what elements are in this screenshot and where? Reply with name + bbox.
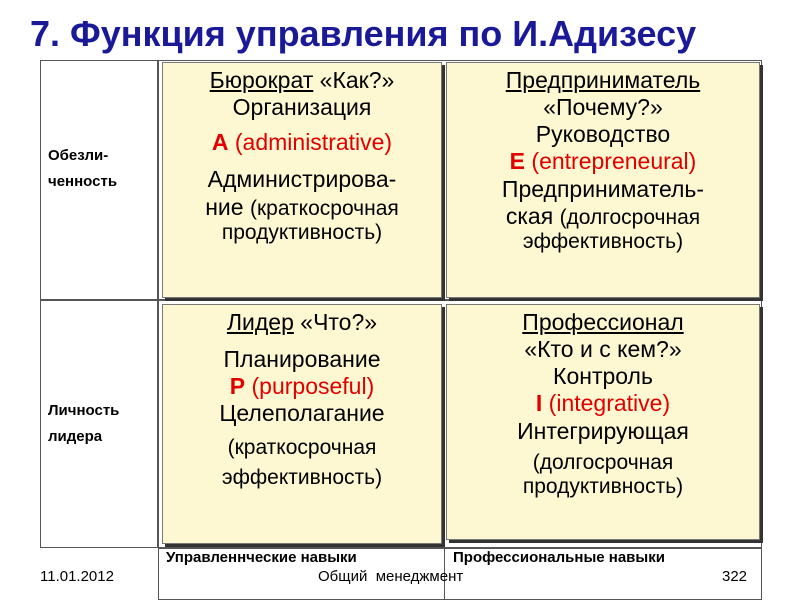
row-label-impersonality — [48, 143, 117, 195]
description-line: Интегрирующая — [517, 417, 689, 444]
description-line: Администрирова- — [207, 166, 397, 193]
footer-date: 11.01.2012 — [40, 568, 114, 585]
row-label-line: Обезли- — [48, 147, 109, 164]
description-line — [447, 203, 759, 231]
role-name: Предприниматель — [505, 67, 701, 93]
description-line: (долгосрочная — [532, 450, 674, 474]
footer-course: Общий менеджмент — [318, 568, 464, 585]
description-word: ская — [505, 202, 554, 229]
paei-code-line — [163, 129, 441, 156]
paei-code: (integrative) — [548, 390, 671, 417]
description-line — [163, 194, 441, 222]
footer-page-number: 322 — [722, 568, 748, 585]
function-name: Контроль — [553, 363, 653, 390]
paei-letter: E — [509, 148, 526, 175]
description-word: (краткосрочная — [249, 196, 399, 220]
paei-code: (entrepreneural) — [531, 148, 697, 175]
role-name: Лидер — [226, 309, 294, 335]
role-name: Бюрократ — [209, 67, 314, 93]
paei-code-line — [447, 390, 759, 417]
function-name: Организация — [232, 94, 372, 121]
box-leader — [162, 304, 442, 544]
description-line: Предприниматель- — [501, 175, 705, 202]
row-label-leader-personality — [48, 398, 119, 450]
role-question: «Как?» — [319, 67, 395, 93]
box-role-line — [163, 309, 441, 336]
description-word: ние — [205, 193, 244, 220]
box-professional — [446, 304, 760, 540]
box-entrepreneur — [446, 62, 760, 298]
function-name: Руководство — [535, 121, 671, 148]
description-word: (долгосрочная — [559, 205, 701, 229]
caption-professional-skills: Профессиональные навыки — [453, 549, 665, 566]
description-line: продуктивность) — [522, 475, 684, 499]
role-question: «Что?» — [300, 309, 378, 335]
role-question: «Кто и с кем?» — [524, 336, 682, 363]
caption-managerial-skills: Управленнческие навыки — [166, 549, 357, 566]
row-label-line: лидера — [48, 428, 103, 445]
paei-letter: I — [535, 390, 543, 417]
description-line: эффективность) — [522, 230, 684, 254]
description-line: Целеполагание — [219, 400, 385, 427]
paei-code-line — [163, 373, 441, 400]
role-name: Профессионал — [522, 309, 684, 335]
paei-letter: A — [211, 129, 229, 156]
role-question: «Почему?» — [543, 94, 663, 121]
paei-code-line — [447, 148, 759, 175]
box-bureaucrat — [162, 62, 442, 298]
paei-letter: P — [229, 373, 246, 400]
box-role-line — [163, 67, 441, 94]
slide-title: 7. Функция управления по И.Адизесу — [30, 13, 697, 54]
description-line: (краткосрочная — [227, 435, 377, 459]
paei-code: (purposeful) — [251, 373, 375, 400]
description-line: продуктивность) — [221, 221, 383, 245]
row-label-line: Личность — [48, 402, 120, 419]
description-line: эффективность) — [221, 466, 383, 490]
paei-code: (administrative) — [234, 129, 393, 156]
row-label-line: ченность — [48, 173, 118, 190]
function-name: Планирование — [223, 346, 381, 373]
